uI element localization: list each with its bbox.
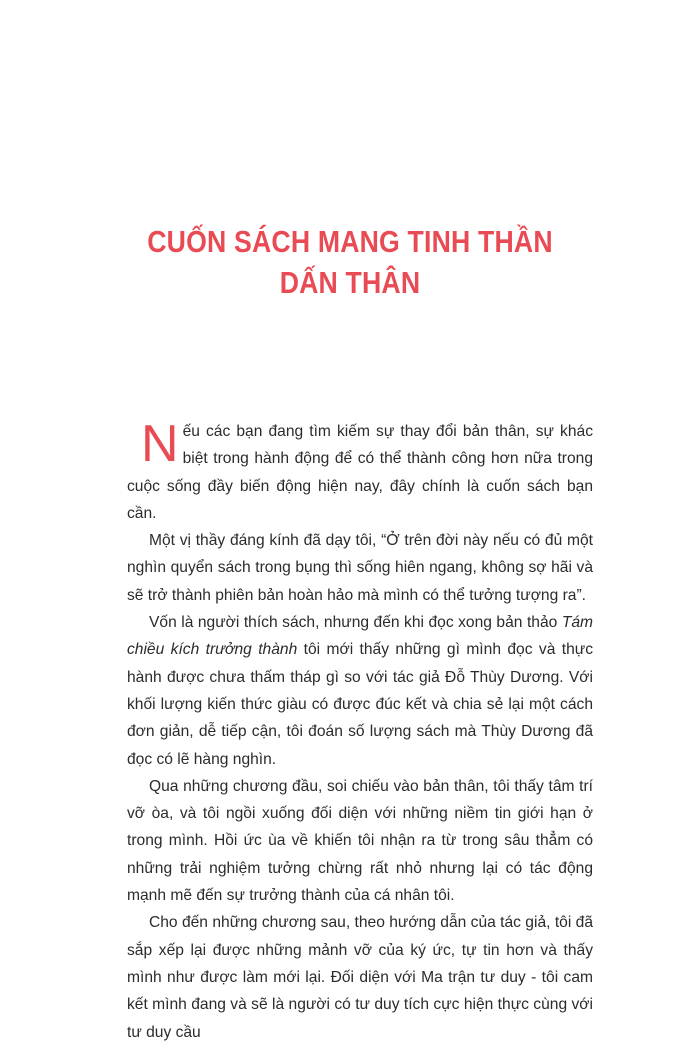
paragraph-4 <box>127 773 593 909</box>
chapter-title-line-1: CUỐN SÁCH MANG TINH THẦN <box>147 224 553 259</box>
paragraph-5 <box>127 909 593 1045</box>
paragraph-2-text: Một vị thầy đáng kính đã dạy tôi, “Ở trên đời này nếu có đủ một nghìn quyển sách trong bụng thì sống hiên ngang, không sợ hãi và sẽ trở thành phiên bản hoàn hảo mà mình có thể tưởng tượng ra”. <box>127 532 593 604</box>
paragraph-4-text: Qua những chương đầu, soi chiếu vào bản thân, tôi thấy tâm trí vỡ òa, và tôi ngồi xuống đối diện với những niềm tin giới hạn ở trong mình. Hồi ức ùa về khiến tôi nhận ra từ trong sâu thẳm có những trải nghiệm tưởng chừng rất nhỏ nhưng lại có tác động mạnh mẽ đến sự trưởng thành của cá nhân tôi. <box>127 777 593 905</box>
paragraph-3-text-before: Vốn là người thích sách, nhưng đến khi đọc xong bản thảo <box>149 614 562 632</box>
paragraph-2 <box>127 527 593 609</box>
chapter-title <box>49 221 651 303</box>
paragraph-3 <box>127 609 593 773</box>
paragraph-3-text-after: tôi mới thấy những gì mình đọc và thực hành được chưa thấm tháp gì so với tác giả Đỗ Thùy Dương. Với khối lượng kiến thức giàu có được đúc kết và chia sẻ lại một cách đơn giản, dễ tiếp cận, tôi đoán số lượng sách mà Thùy Dương đã đọc có lẽ hàng nghìn. <box>127 641 593 768</box>
chapter-title-line-2: DẤN THÂN <box>279 265 421 300</box>
book-title-italic: Tám chiều kích trưởng thành <box>127 614 593 659</box>
drop-cap: N <box>141 415 179 473</box>
paragraph-1-text: ếu các bạn đang tìm kiếm sự thay đổi bản thân, sự khác biệt trong hành động để có thể thành công hơn nữa trong cuộc sống đầy biến động hiện nay, đây chính là cuốn sách bạn cần. <box>127 423 593 522</box>
paragraph-1 <box>127 415 593 527</box>
paragraph-5-text: Cho đến những chương sau, theo hướng dẫn của tác giả, tôi đã sắp xếp lại được những mảnh vỡ của ký ức, tự tin hơn và thấy mình như được làm mới lại. Đối diện với Ma trận tư duy - tôi cam kết mình đang và sẽ là người có tư duy tích cực hiện thực cùng với tư duy cầu <box>127 914 593 1041</box>
body-text <box>127 415 593 1046</box>
